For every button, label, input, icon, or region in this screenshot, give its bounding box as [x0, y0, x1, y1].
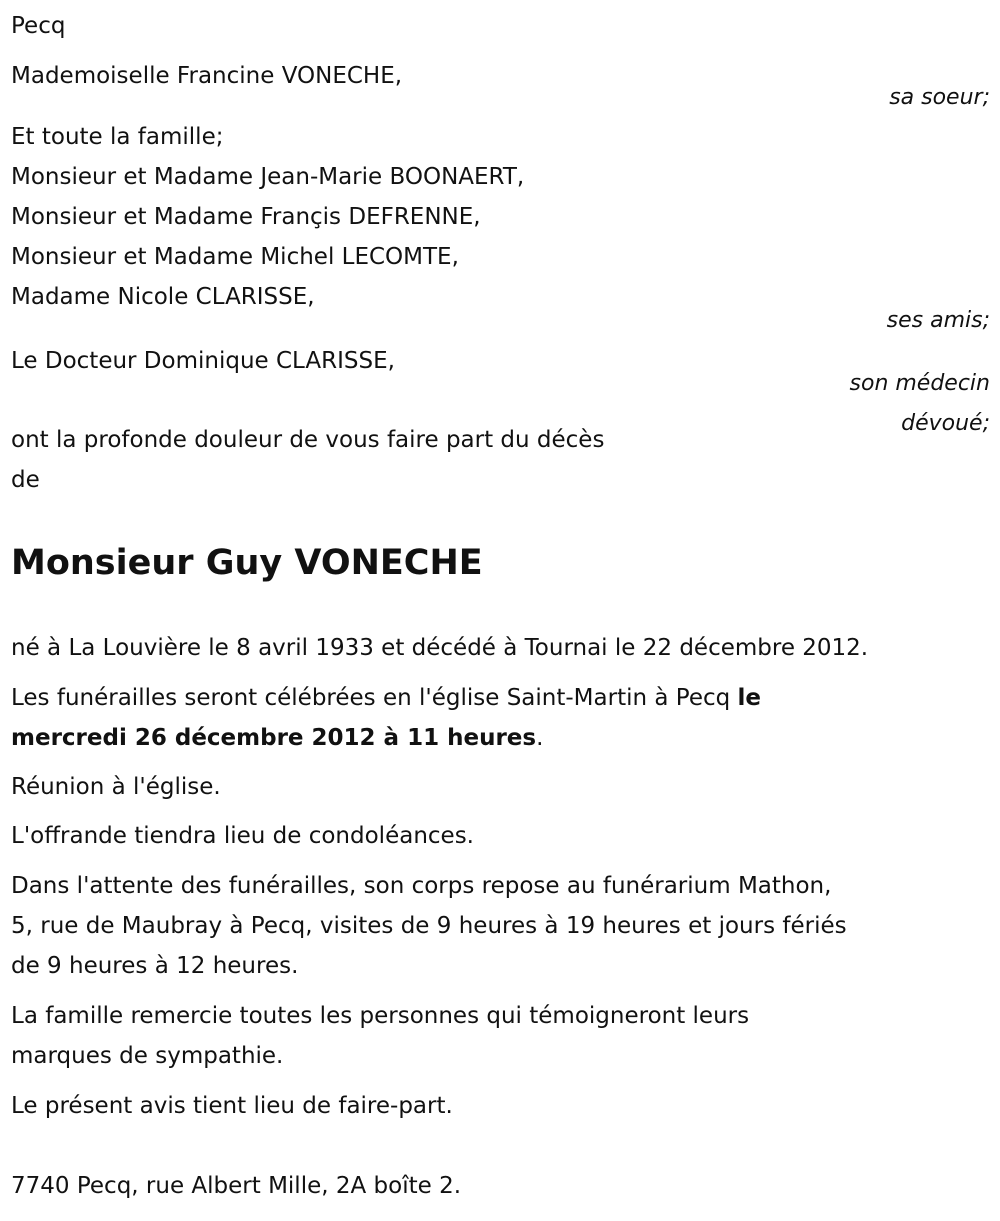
announcement-line2: de	[11, 467, 40, 493]
thanks-line2: marques de sympathie.	[11, 1043, 284, 1069]
funeral-date: mercredi 26 décembre 2012 à 11 heures	[11, 725, 537, 751]
friend-2: Monsieur et Madame Françis DEFRENNE,	[11, 204, 481, 230]
visitation-line2: 5, rue de Maubray à Pecq, visites de 9 heures à 19 heures et jours fériés	[11, 913, 847, 939]
deceased-name: Monsieur Guy VONECHE	[11, 543, 483, 583]
visitation-line1: Dans l'attente des funérailles, son corps repose au funérarium Mathon,	[11, 873, 832, 899]
sister-role: sa soeur;	[889, 85, 990, 110]
funeral-text: Les funérailles seront célébrées en l'église Saint-Martin à Pecq	[11, 685, 738, 711]
thanks-line1: La famille remercie toutes les personnes qui témoigneront leurs	[11, 1003, 750, 1029]
notice: Le présent avis tient lieu de faire-part.	[11, 1093, 453, 1119]
funeral-date-start: le	[737, 685, 762, 711]
family-line: Et toute la famille;	[11, 124, 224, 150]
friends-role: ses amis;	[886, 308, 990, 333]
friend-1: Monsieur et Madame Jean-Marie BOONAERT,	[11, 164, 525, 190]
doctor-role-line2: dévoué;	[901, 411, 990, 436]
doctor-role-line1: son médecin	[849, 371, 990, 396]
header-city: Pecq	[11, 13, 66, 39]
offering: L'offrande tiendra lieu de condoléances.	[11, 823, 474, 849]
funeral-line1	[11, 678, 761, 718]
sister-name: Mademoiselle Francine VONECHE,	[11, 63, 403, 89]
doctor-name: Le Docteur Dominique CLARISSE,	[11, 348, 395, 374]
funeral-line2	[11, 718, 543, 758]
visitation-line3: de 9 heures à 12 heures.	[11, 953, 299, 979]
meeting: Réunion à l'église.	[11, 774, 221, 800]
birth-death: né à La Louvière le 8 avril 1933 et décédé à Tournai le 22 décembre 2012.	[11, 635, 869, 661]
friend-3: Monsieur et Madame Michel LECOMTE,	[11, 244, 459, 270]
funeral-period: .	[536, 725, 544, 751]
friend-4: Madame Nicole CLARISSE,	[11, 284, 315, 310]
announcement-line1: ont la profonde douleur de vous faire part du décès	[11, 427, 605, 453]
address: 7740 Pecq, rue Albert Mille, 2A boîte 2.	[11, 1173, 462, 1199]
